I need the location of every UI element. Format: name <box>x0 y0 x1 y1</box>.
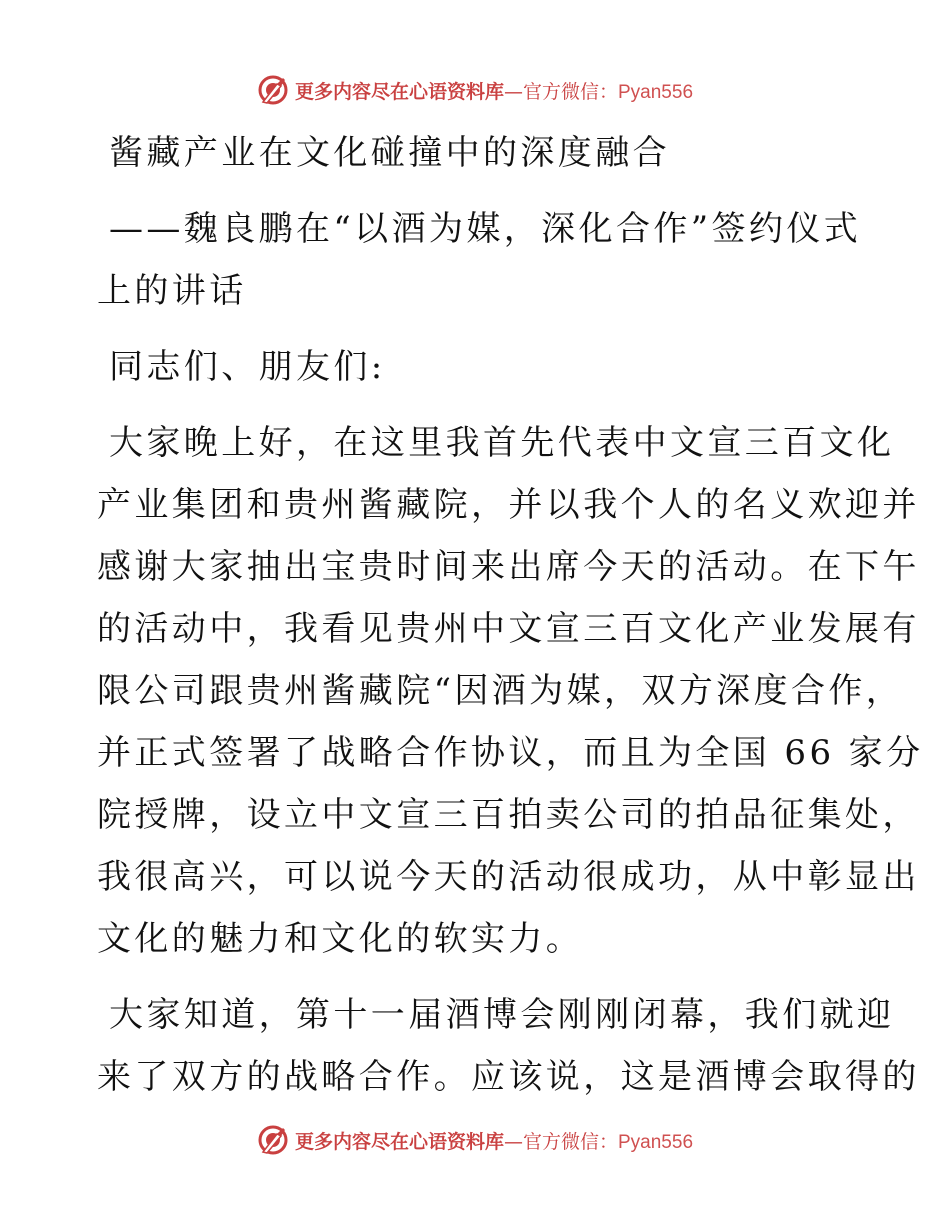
paragraph1-line-4: 的活动中，我看见贵州中文宣三百文化产业发展有 <box>97 609 920 649</box>
paragraph1-line-1: 大家晚上好，在这里我首先代表中文宣三百文化 <box>109 423 895 463</box>
paragraph1-line-2: 产业集团和贵州酱藏院，并以我个人的名义欢迎并 <box>97 485 920 525</box>
paragraph2-line-1: 大家知道，第十一届酒博会刚刚闭幕，我们就迎 <box>109 995 895 1035</box>
banner-main-text: 更多内容尽在心语资料库 <box>294 80 504 103</box>
footer-banner <box>0 1120 950 1160</box>
header-banner <box>0 70 950 110</box>
paragraph1-line-3: 感谢大家抽出宝贵时间来出席今天的活动。在下午 <box>97 547 920 587</box>
banner-main-text: 更多内容尽在心语资料库 <box>294 1130 504 1153</box>
banner-separator: — <box>503 80 523 103</box>
banner-wechat-label: 官方微信： <box>522 80 618 103</box>
subtitle-line-2: 上的讲话 <box>97 271 247 311</box>
subtitle-line-1: ——魏良鹏在“以酒为媒，深化合作”签约仪式 <box>109 209 862 249</box>
pen-logo-icon <box>257 74 289 106</box>
banner-text <box>295 77 693 104</box>
paragraph1-line-5: 限公司跟贵州酱藏院“因酒为媒，双方深度合作， <box>97 671 904 711</box>
banner-wechat-label: 官方微信： <box>522 1130 618 1153</box>
document-body <box>97 122 924 1108</box>
greeting: 同志们、朋友们: <box>109 347 386 387</box>
paragraph1-line-7: 院授牌，设立中文宣三百拍卖公司的拍品征集处， <box>97 795 920 835</box>
paragraph1-line-8: 我很高兴，可以说今天的活动很成功，从中彰显出 <box>97 857 920 897</box>
banner-wechat-id: Pyan556 <box>618 1131 694 1153</box>
paragraph1-line-9: 文化的魅力和文化的软实力。 <box>97 919 584 959</box>
banner-wechat-id: Pyan556 <box>618 81 694 103</box>
banner-text <box>295 1127 693 1154</box>
banner-separator: — <box>503 1130 523 1153</box>
pen-logo-icon <box>257 1124 289 1156</box>
paragraph2-line-2: 来了双方的战略合作。应该说，这是酒博会取得的 <box>97 1057 920 1097</box>
paragraph1-line-6: 并正式签署了战略合作协议，而且为全国 66 家分 <box>97 733 924 773</box>
document-title: 酱藏产业在文化碰撞中的深度融合 <box>109 133 670 173</box>
